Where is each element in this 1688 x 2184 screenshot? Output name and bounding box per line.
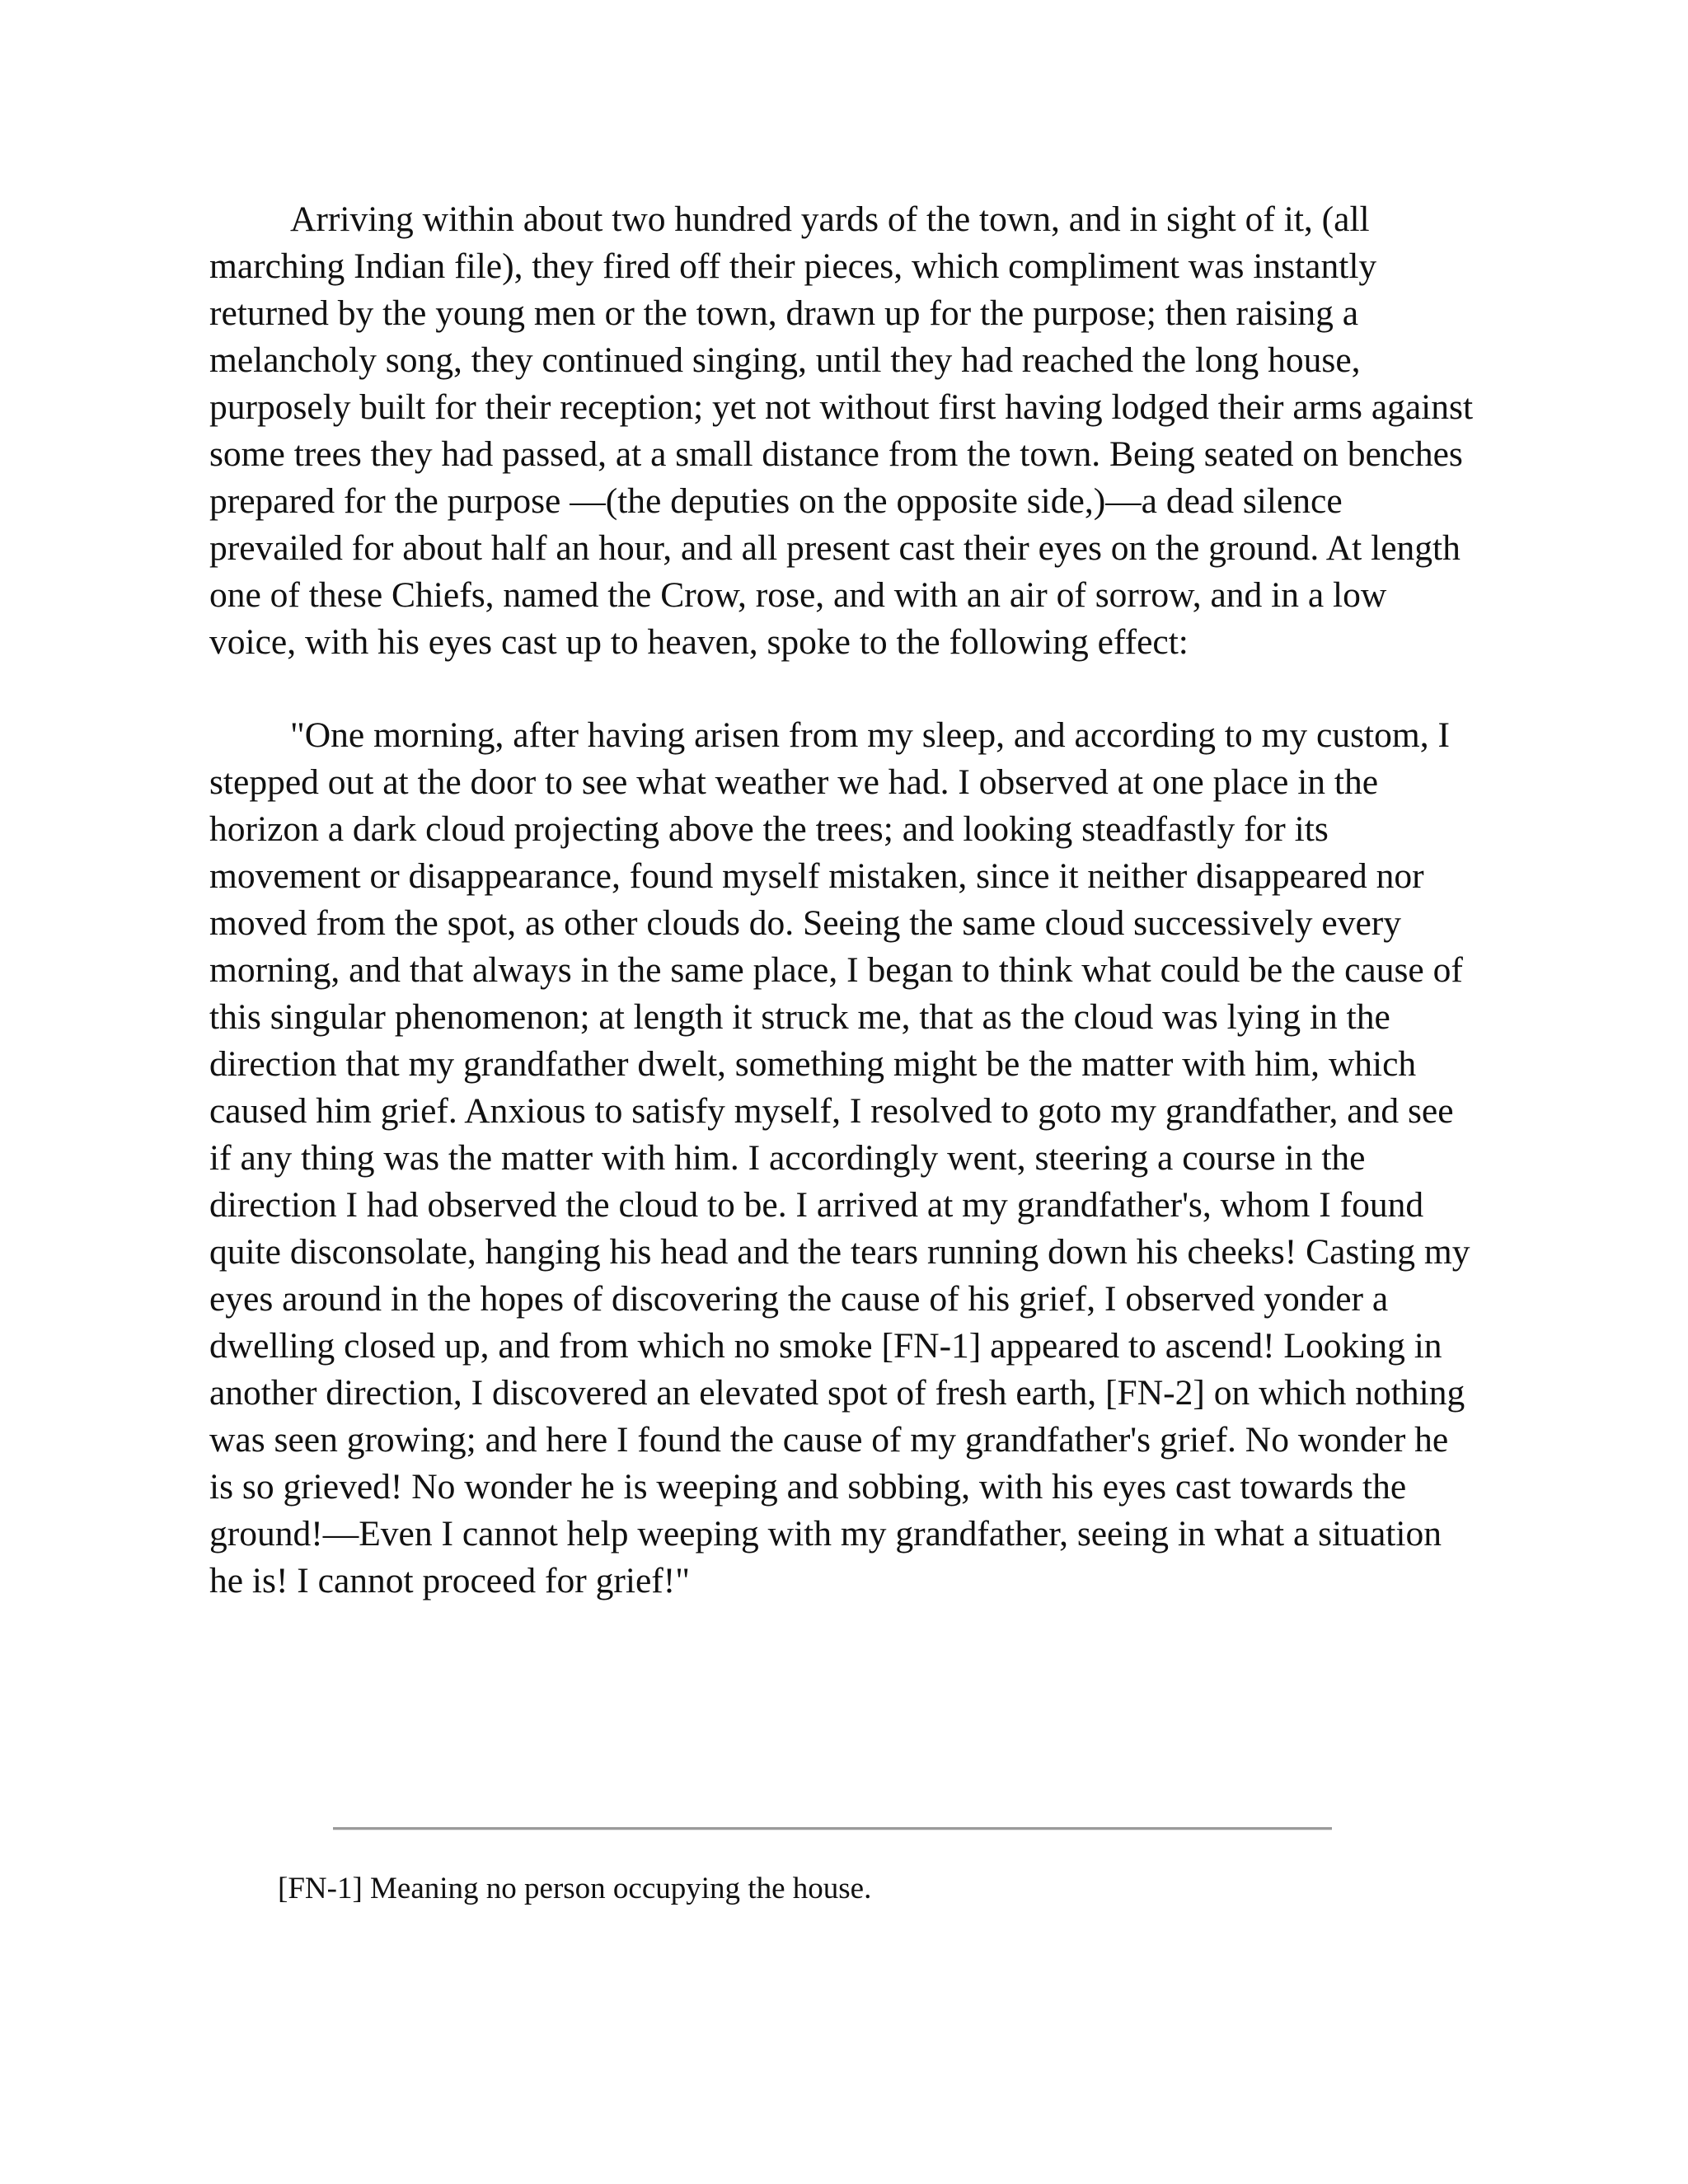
paragraph-crow-speech: "One morning, after having arisen from my sleep, and according to my custom, I stepped out at the door to see what weather we had. I observed at one place in the horizon a dark cloud projecting above the trees; and looking steadfastly for its movement or disappearance, found myself mistaken, since it neither disappeared nor moved from the spot, as other clouds do. Seeing the same cloud successively every morning, and that always in the same place, I began to think what could be the cause of this singular phenomenon; at length it struck me, that as the cloud was lying in the direction that my grandfather dwelt, something might be the matter with him, which caused him grief. Anxious to satisfy myself, I resolved to goto my grandfather, and see if any thing was the matter with him. I accordingly went, steering a course in the direction I had observed the cloud to be. I arrived at my grandfather's, whom I found quite disconsolate, hanging his head and the tears running down his cheeks! Casting my eyes around in the hopes of discovering the cause of his grief, I observed yonder a dwelling closed up, and from which no smoke [FN-1] appeared to ascend! Looking in another direction, I discovered an elevated spot of fresh earth, [FN-2] on which nothing was seen growing; and here I found the cause of my grandfather's grief. No wonder he is so grieved! No wonder he is weeping and sobbing, with his eyes cast towards the ground!—Even I cannot help weeping with my grandfather, seeing in what a situation he is! I cannot proceed for grief!" <box>209 715 1470 1601</box>
footnote-fn-1: [FN-1] Meaning no person occupying the house. <box>278 1872 872 1905</box>
footnote-divider <box>333 1827 1332 1830</box>
paragraph-arrival: Arriving within about two hundred yards of the town, and in sight of it, (all marching Indian file), they fired off their pieces, which compliment was instantly returned by the young men or the town, drawn up for the purpose; then raising a melancholy song, they continued singing, until they had reached the long house, purposely built for their reception; yet not without first having lodged their arms against some trees they had passed, at a small distance from the town. Being seated on benches prepared for the purpose —(the deputies on the opposite side,)—a dead silence prevailed for about half an hour, and all present cast their eyes on the ground. At length one of these Chiefs, named the Crow, rose, and with an air of sorrow, and in a low voice, with his eyes cast up to heaven, spoke to the following effect: <box>209 199 1474 662</box>
body-text <box>209 196 1479 1651</box>
